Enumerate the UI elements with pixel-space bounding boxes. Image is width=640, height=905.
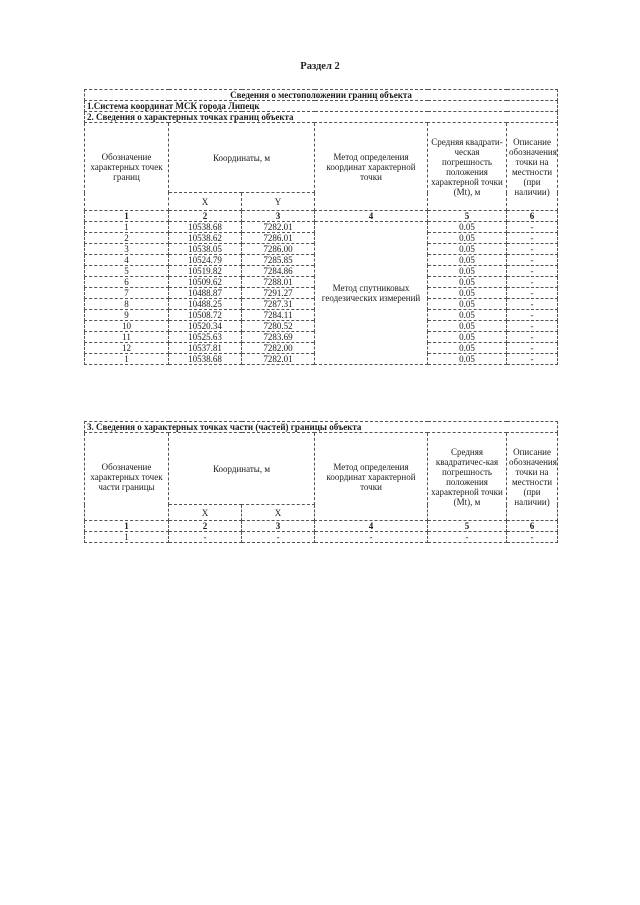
table-row [85,222,558,233]
column-number: 5 [428,211,507,222]
column-number: 6 [507,521,558,532]
y-cell: 7283.69 [242,332,315,343]
error-cell: 0.05 [428,277,507,288]
error-cell: 0.05 [428,288,507,299]
y-cell: 7282.01 [242,354,315,365]
points-title-row: 2. Сведения о характерных точках границ объекта [85,112,558,123]
x-cell: - [169,532,242,543]
col-x-header: X [169,505,242,521]
point-cell: 5 [85,266,169,277]
y-cell: 7286.01 [242,233,315,244]
column-number: 3 [242,211,315,222]
point-cell: 1 [85,354,169,365]
error-cell: 0.05 [428,222,507,233]
x-cell: 10538.05 [169,244,242,255]
y-cell: - [242,532,315,543]
error-cell: 0.05 [428,255,507,266]
x-cell: 10488.25 [169,299,242,310]
col-coords-header: Координаты, м [169,433,315,505]
description-cell: - [507,343,558,354]
description-cell: - [507,310,558,321]
point-cell: 12 [85,343,169,354]
col-coords-header: Координаты, м [169,123,315,193]
method-cell: - [315,532,428,543]
point-cell: 1 [85,532,169,543]
description-cell: - [507,288,558,299]
point-cell: 10 [85,321,169,332]
description-cell: - [507,266,558,277]
column-number: 2 [169,211,242,222]
column-number: 4 [315,521,428,532]
method-cell: Метод спутниковых геодезических измерений [315,222,428,365]
point-cell: 3 [85,244,169,255]
description-cell: - [507,332,558,343]
boundary-points-table [84,89,558,365]
error-cell: 0.05 [428,233,507,244]
error-cell: - [428,532,507,543]
column-number: 5 [428,521,507,532]
x-cell: 10520.34 [169,321,242,332]
description-cell: - [507,532,558,543]
description-cell: - [507,277,558,288]
col-method-header: Метод определения координат характерной точки [315,123,428,211]
y-cell: 7284.86 [242,266,315,277]
point-cell: 7 [85,288,169,299]
col-y-header: Y [242,193,315,211]
x-cell: 10525.63 [169,332,242,343]
error-cell: 0.05 [428,310,507,321]
x-cell: 10508.72 [169,310,242,321]
y-cell: 7280.52 [242,321,315,332]
point-cell: 11 [85,332,169,343]
y-cell: 7287.31 [242,299,315,310]
x-cell: 10524.79 [169,255,242,266]
column-number: 4 [315,211,428,222]
column-number: 2 [169,521,242,532]
y-cell: 7286.00 [242,244,315,255]
part-points-title-row: 3. Сведения о характерных точках части (частей) границы объекта [85,422,558,433]
col-method-header: Метод определения координат характерной точки [315,433,428,521]
x-cell: 10538.68 [169,354,242,365]
point-cell: 9 [85,310,169,321]
description-cell: - [507,233,558,244]
coord-system-row: 1.Система координат МСК города Липецк [85,101,558,112]
col-error-header: Средняя квадратичес-кая погрешность положения характерной точки (Mt), м [428,433,507,521]
y-cell: 7282.01 [242,222,315,233]
error-cell: 0.05 [428,266,507,277]
y-cell: 7284.11 [242,310,315,321]
section-title: Раздел 2 [300,61,340,72]
description-cell: - [507,354,558,365]
col-x-header: X [169,193,242,211]
x-cell: 10537.81 [169,343,242,354]
column-number: 6 [507,211,558,222]
x-cell: 10519.82 [169,266,242,277]
description-cell: - [507,299,558,310]
main-title: Сведения о местоположении границ объекта [85,90,558,101]
col-point-header: Обозначение характерных точек части границы [85,433,169,521]
point-cell: 4 [85,255,169,266]
error-cell: 0.05 [428,332,507,343]
column-numbers-row [85,521,558,532]
description-cell: - [507,244,558,255]
point-cell: 8 [85,299,169,310]
x-cell: 10488.87 [169,288,242,299]
col-description-header: Описание обозначения точки на местности (при наличии) [507,433,558,521]
point-cell: 2 [85,233,169,244]
x-cell: 10538.62 [169,233,242,244]
column-number: 3 [242,521,315,532]
y-cell: 7291.27 [242,288,315,299]
description-cell: - [507,321,558,332]
error-cell: 0.05 [428,244,507,255]
column-number: 1 [85,211,169,222]
table2-body [85,422,558,543]
part-boundary-points-table [84,421,558,543]
col-error-header: Средняя квадрати-ческая погрешность положения характерной точки (Mt), м [428,123,507,211]
y-cell: 7285.85 [242,255,315,266]
col-description-header: Описание обозначения точки на местности (при наличии) [507,123,558,211]
table-row [85,532,558,543]
error-cell: 0.05 [428,354,507,365]
error-cell: 0.05 [428,321,507,332]
y-cell: 7288.01 [242,277,315,288]
x-cell: 10509.62 [169,277,242,288]
y-cell: 7282.00 [242,343,315,354]
table1-body [85,90,558,365]
error-cell: 0.05 [428,343,507,354]
description-cell: - [507,255,558,266]
point-cell: 6 [85,277,169,288]
column-number: 1 [85,521,169,532]
error-cell: 0.05 [428,299,507,310]
point-cell: 1 [85,222,169,233]
col-x-header: X [242,505,315,521]
column-numbers-row [85,211,558,222]
col-point-header: Обозначение характерных точек границ [85,123,169,211]
x-cell: 10538.68 [169,222,242,233]
description-cell: - [507,222,558,233]
